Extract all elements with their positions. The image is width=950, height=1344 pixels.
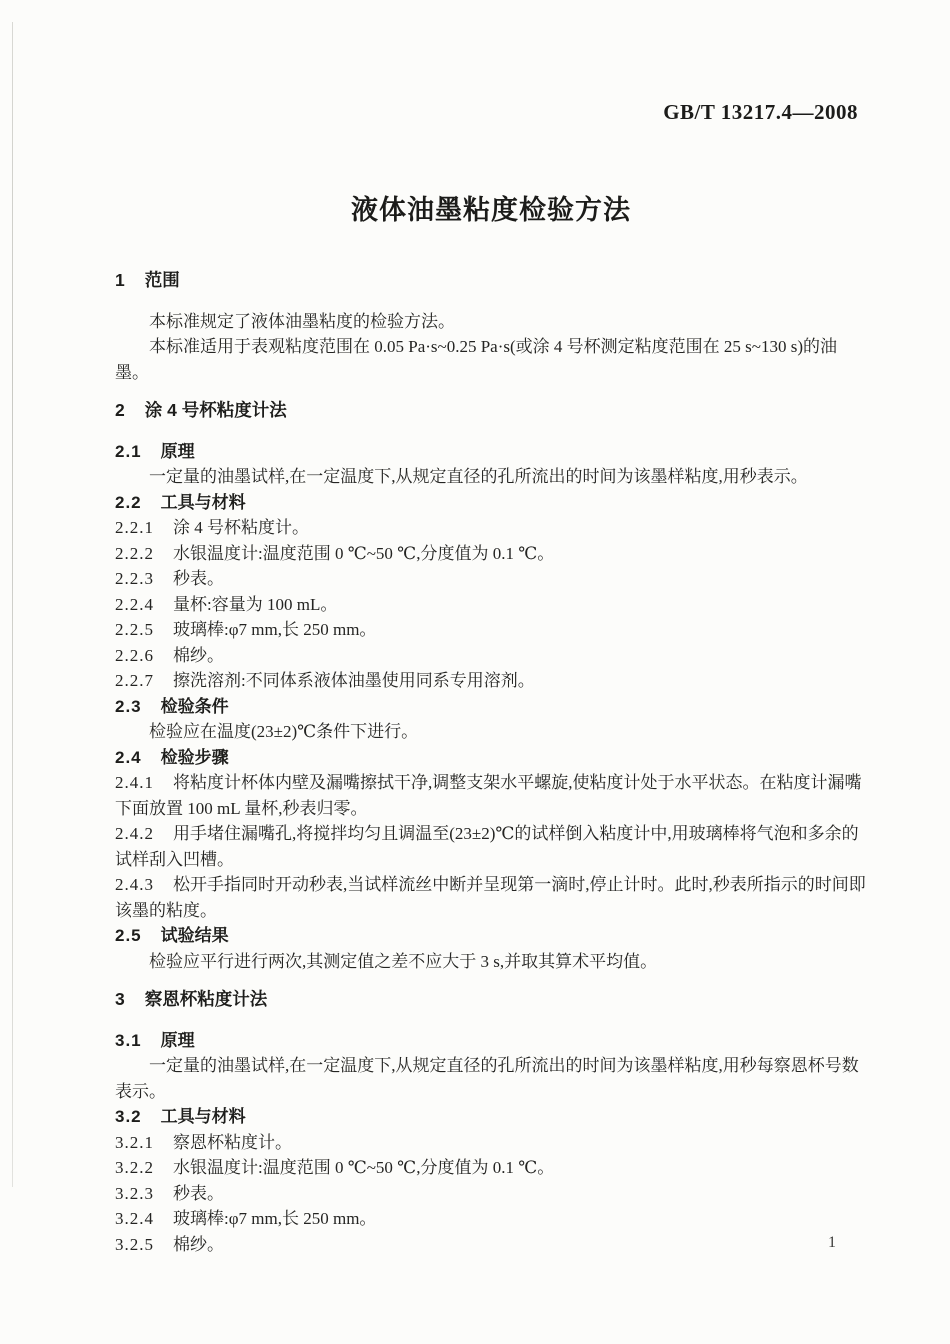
clause-text: 松开手指同时开动秒表,当试样流丝中断并呈现第一滴时,停止计时。此时,秒表所指示的时间即该墨的粘度。 <box>115 875 866 920</box>
clause-number: 3.2.5 <box>115 1234 154 1254</box>
clause-text: 范围 <box>144 270 180 290</box>
clause-text: 擦洗溶剂:不同体系液体油墨使用同系专用溶剂。 <box>173 671 535 690</box>
clause-number: 3.2.2 <box>115 1158 154 1177</box>
numbered-clause <box>115 592 867 618</box>
numbered-clause <box>115 541 867 567</box>
clause-text: 察恩杯粘度计。 <box>173 1132 292 1152</box>
clause-number: 3.1 <box>115 1030 142 1050</box>
clause-text: 秒表。 <box>173 569 224 588</box>
paragraph <box>115 309 867 335</box>
clause-number: 2.2.5 <box>115 620 154 639</box>
numbered-clause <box>115 1130 867 1156</box>
clause-number: 2.2.4 <box>115 594 154 614</box>
clause-number: 3.2.1 <box>115 1132 154 1152</box>
clause-text: 将粘度计杯体内壁及漏嘴擦拭干净,调整支架水平螺旋,使粘度计处于水平状态。在粘度计漏嘴下面放置 100 mL 量杯,秒表归零。 <box>115 773 862 818</box>
clause-text: 一定量的油墨试样,在一定温度下,从规定直径的孔所流出的时间为该墨样粘度,用秒表示。 <box>149 467 808 486</box>
document-body <box>115 255 867 1257</box>
numbered-clause <box>115 872 867 923</box>
paragraph <box>115 334 867 385</box>
clause-number: 2.2.7 <box>115 671 154 690</box>
clause-text: 原理 <box>160 1030 195 1050</box>
numbered-clause <box>115 1232 867 1258</box>
clause-text: 玻璃棒:φ7 mm,长 250 mm。 <box>173 620 377 639</box>
clause-number: 2.2.2 <box>115 543 154 563</box>
subsection-heading <box>115 745 867 771</box>
clause-text: 本标准适用于表观粘度范围在 0.05 Pa·s~0.25 Pa·s(或涂 4 号杯测定粘度范围在 25 s~130 s)的油墨。 <box>115 337 838 382</box>
clause-number: 2.5 <box>115 926 142 945</box>
clause-number: 2.4 <box>115 747 142 767</box>
paragraph <box>115 464 867 490</box>
paragraph <box>115 719 867 745</box>
subsection-heading <box>115 1104 867 1130</box>
clause-number: 2.1 <box>115 441 142 461</box>
clause-text: 量杯:容量为 100 mL。 <box>173 594 338 614</box>
paragraph <box>115 949 867 975</box>
numbered-clause <box>115 770 867 821</box>
section-heading <box>115 987 867 1013</box>
clause-text: 检验步骤 <box>160 747 229 767</box>
clause-number: 2.4.3 <box>115 875 154 894</box>
subsection-heading <box>115 439 867 465</box>
clause-text: 检验条件 <box>160 696 229 716</box>
clause-text: 检验应平行进行两次,其测定值之差不应大于 3 s,并取其算术平均值。 <box>149 951 658 971</box>
subsection-heading <box>115 923 867 949</box>
numbered-clause <box>115 643 867 669</box>
subsection-heading <box>115 694 867 720</box>
clause-number: 3.2.4 <box>115 1209 154 1228</box>
clause-number: 2 <box>115 400 126 420</box>
clause-number: 2.4.1 <box>115 773 154 792</box>
clause-number: 2.2 <box>115 492 142 512</box>
clause-number: 2.2.1 <box>115 518 154 537</box>
clause-text: 涂 4 号杯粘度计。 <box>173 518 309 537</box>
clause-number: 2.3 <box>115 696 142 716</box>
numbered-clause <box>115 1155 867 1181</box>
clause-number: 3.2.3 <box>115 1183 154 1203</box>
clause-text: 水银温度计:温度范围 0 ℃~50 ℃,分度值为 0.1 ℃。 <box>173 1158 555 1177</box>
clause-text: 玻璃棒:φ7 mm,长 250 mm。 <box>173 1209 377 1228</box>
clause-text: 一定量的油墨试样,在一定温度下,从规定直径的孔所流出的时间为该墨样粘度,用秒每察恩杯号数表示。 <box>115 1056 859 1101</box>
clause-text: 用手堵住漏嘴孔,将搅拌均匀且调温至(23±2)℃的试样倒入粘度计中,用玻璃棒将气泡和多余的试样刮入凹槽。 <box>115 824 859 869</box>
standard-code-header: GB/T 13217.4—2008 <box>663 100 858 124</box>
clause-number: 2.2.3 <box>115 569 154 588</box>
section-heading <box>115 268 867 294</box>
numbered-clause <box>115 515 867 541</box>
page-number: 1 <box>828 1234 836 1251</box>
clause-number: 1 <box>115 270 126 290</box>
clause-text: 原理 <box>160 441 195 461</box>
clause-text: 试验结果 <box>160 926 229 945</box>
numbered-clause <box>115 668 867 694</box>
subsection-heading <box>115 490 867 516</box>
clause-text: 本标准规定了液体油墨粘度的检验方法。 <box>149 311 455 331</box>
scan-artifact-line <box>12 22 13 1187</box>
clause-text: 棉纱。 <box>173 645 224 665</box>
clause-text: 工具与材料 <box>160 1107 246 1126</box>
clause-text: 秒表。 <box>173 1183 224 1203</box>
paragraph <box>115 1053 867 1104</box>
numbered-clause <box>115 821 867 872</box>
clause-text: 察恩杯粘度计法 <box>144 989 268 1009</box>
clause-text: 涂 4 号杯粘度计法 <box>144 400 287 420</box>
clause-text: 水银温度计:温度范围 0 ℃~50 ℃,分度值为 0.1 ℃。 <box>173 543 555 563</box>
clause-number: 3.2 <box>115 1107 142 1126</box>
numbered-clause <box>115 1181 867 1207</box>
clause-number: 2.2.6 <box>115 645 154 665</box>
clause-number: 2.4.2 <box>115 824 154 843</box>
subsection-heading <box>115 1028 867 1054</box>
clause-text: 棉纱。 <box>173 1234 224 1254</box>
section-heading <box>115 398 867 424</box>
numbered-clause <box>115 1206 867 1232</box>
numbered-clause <box>115 617 867 643</box>
document-title: 液体油墨粘度检验方法 <box>351 195 631 225</box>
clause-text: 检验应在温度(23±2)℃条件下进行。 <box>149 722 419 741</box>
clause-number: 3 <box>115 989 126 1009</box>
numbered-clause <box>115 566 867 592</box>
clause-text: 工具与材料 <box>160 492 246 512</box>
